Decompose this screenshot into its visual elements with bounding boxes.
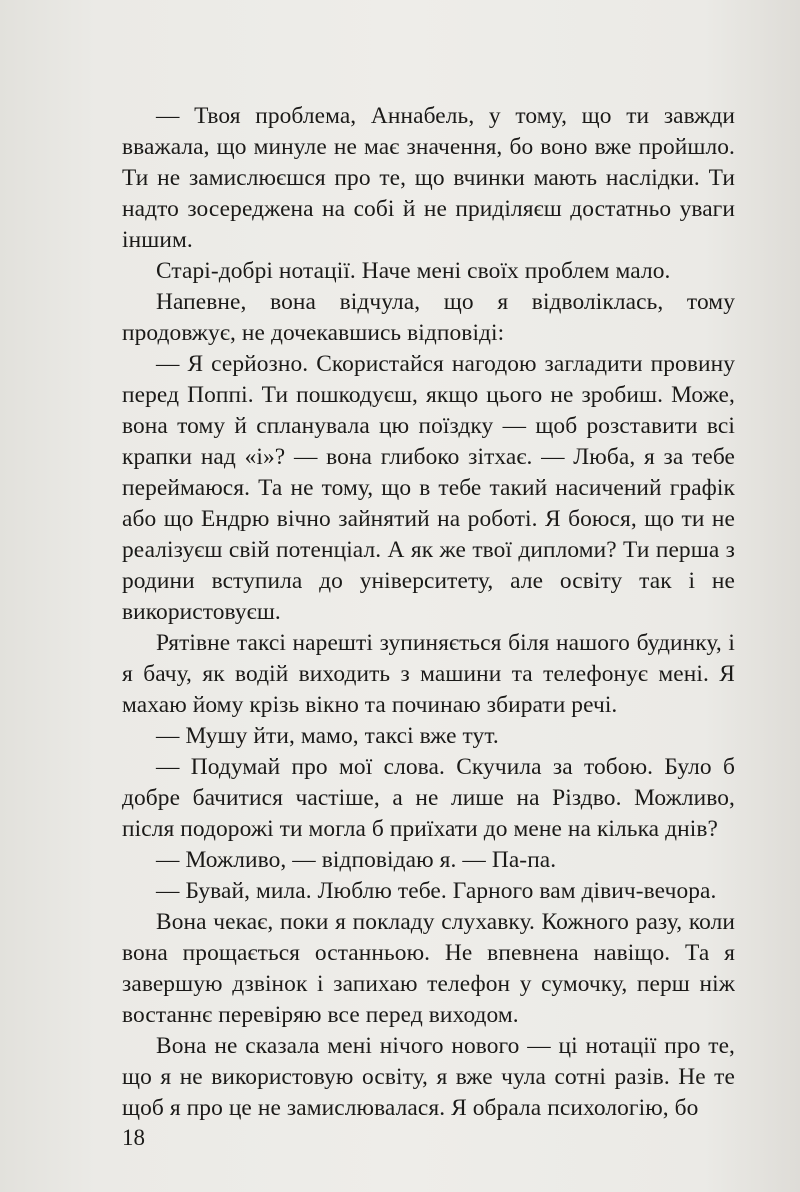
paragraph: Вона чекає, поки я покладу слухавку. Кожного разу, коли вона прощається останньою. Не впевнена навіщо. Та я завершую дзвінок і запихаю телефон у сумочку, перш ніж востаннє перевіряю все перед виходом. bbox=[122, 909, 735, 1028]
paragraph: Напевне, вона відчула, що я відволіклась, тому продовжує, не дочекавшись відповіді: bbox=[122, 289, 735, 346]
paragraph: Рятівне таксі нарешті зупиняється біля нашого будинку, і я бачу, як водій виходить з машини та телефонує мені. Я махаю йому крізь вікно та починаю збирати речі. bbox=[122, 630, 735, 718]
page-number: 18 bbox=[122, 1125, 145, 1150]
paragraph: — Подумай про мої слова. Скучила за тобою. Було б добре бачитися частіше, а не лише на Різдво. Можливо, після подорожі ти могла б приїхати до мене на кілька днів? bbox=[122, 754, 735, 842]
paragraph: — Мушу йти, мамо, таксі вже тут. bbox=[156, 723, 499, 749]
paragraph: — Твоя проблема, Аннабель, у тому, що ти завжди вважала, що минуле не має значення, бо воно вже пройшло. Ти не замислюєшся про те, що вчинки мають наслідки. Ти надто зосереджена на собі й не приділяєш достатньо уваги іншим. bbox=[122, 103, 735, 253]
paragraph: — Я серйозно. Скористайся нагодою загладити провину перед Поппі. Ти пошкодуєш, якщо цього не зробиш. Може, вона тому й спланувала цю поїздку — щоб розставити всі крапки над «і»? — вона глибоко зітхає. — Люба, я за тебе переймаюся. Та не тому, що в тебе такий насичений графік або що Ендрю вічно зайнятий на роботі. Я боюся, що ти не реалізуєш свій потенціал. А як же твої дипломи? Ти перша з родини вступила до університету, але освіту так і не використовуєш. bbox=[122, 351, 735, 625]
paragraph: — Можливо, — відповідаю я. — Па-па. bbox=[156, 847, 557, 873]
body-text bbox=[122, 101, 735, 1124]
paragraph: Вона не сказала мені нічого нового — ці нотації про те, що я не використовую освіту, я вже чула сотні разів. Не те щоб я про це не замислювалася. Я обрала психологію, бо bbox=[122, 1033, 735, 1121]
paragraph: Старі-добрі нотації. Наче мені своїх проблем мало. bbox=[156, 258, 671, 284]
paragraph: — Бувай, мила. Люблю тебе. Гарного вам дівич-вечора. bbox=[156, 878, 717, 904]
